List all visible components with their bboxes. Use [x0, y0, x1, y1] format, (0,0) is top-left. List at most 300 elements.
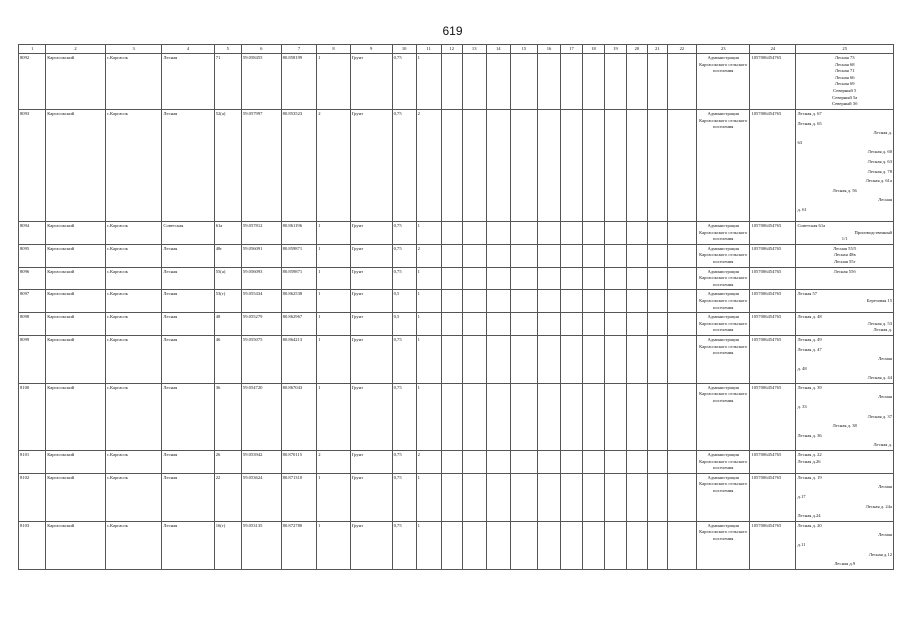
- cell-empty: [626, 335, 647, 383]
- cell-lat: 59.053624: [241, 473, 281, 521]
- cell-empty: [510, 383, 537, 450]
- cell-bins: 1: [416, 335, 441, 383]
- column-number-cell: 8: [317, 45, 350, 54]
- cell-empty: [604, 313, 626, 336]
- cell-served-addresses: [796, 473, 894, 521]
- cell-area: 0,75: [392, 383, 416, 450]
- address-line: Лесная д. 39: [797, 384, 822, 390]
- cell-empty: [462, 54, 486, 110]
- cell-empty: [561, 267, 583, 290]
- cell-empty: [486, 473, 510, 521]
- cell-served-addresses: [796, 54, 894, 110]
- cell-district: Каргасокский: [46, 267, 106, 290]
- cell-empty: [441, 267, 462, 290]
- cell-empty: [538, 313, 561, 336]
- cell-empty: [441, 54, 462, 110]
- cell-empty: [667, 335, 696, 383]
- cell-num: 46: [214, 335, 241, 383]
- cell-district: Каргасокский: [46, 222, 106, 245]
- cell-surface: Грунт: [350, 290, 392, 313]
- cell-lat: 59.054720: [241, 383, 281, 450]
- cell-count: 1: [317, 313, 350, 336]
- column-number-cell: 20: [626, 45, 647, 54]
- cell-area: 0,75: [392, 451, 416, 474]
- cell-surface: Грунт: [350, 473, 392, 521]
- cell-district: Каргасокский: [46, 383, 106, 450]
- column-number-cell: 9: [350, 45, 392, 54]
- cell-inn: 1057006454765: [750, 521, 796, 569]
- cell-empty: [510, 290, 537, 313]
- cell-empty: [647, 222, 667, 245]
- column-number-cell: 4: [162, 45, 214, 54]
- column-number-cell: 5: [214, 45, 241, 54]
- cell-served-addresses: [796, 290, 894, 313]
- cell-served-addresses: [796, 110, 894, 222]
- cell-count: 1: [317, 54, 350, 110]
- cell-empty: [604, 290, 626, 313]
- cell-count: 1: [317, 290, 350, 313]
- column-number-cell: 6: [241, 45, 281, 54]
- cell-empty: [510, 335, 537, 383]
- cell-inn: 1057006454765: [750, 267, 796, 290]
- cell-empty: [538, 244, 561, 267]
- cell-organization: Администрация Каргасокского сельского поселения: [697, 110, 750, 222]
- column-number-cell: 7: [281, 45, 317, 54]
- cell-bins: 1: [416, 290, 441, 313]
- address-line: Лесная д. 36: [797, 432, 822, 438]
- column-number-cell: 14: [486, 45, 510, 54]
- cell-empty: [462, 313, 486, 336]
- cell-empty: [647, 473, 667, 521]
- cell-empty: [626, 521, 647, 569]
- address-line: Лесная д. 61а: [865, 178, 892, 184]
- cell-organization: Администрация Каргасокского сельского поселения: [697, 313, 750, 336]
- cell-bins: 1: [416, 267, 441, 290]
- cell-id: 8092: [19, 54, 46, 110]
- cell-empty: [583, 54, 605, 110]
- column-number-cell: 15: [510, 45, 537, 54]
- cell-settlement: с.Каргасок: [105, 267, 162, 290]
- cell-empty: [441, 290, 462, 313]
- address-line: Лесная д. 56: [832, 187, 857, 193]
- cell-street: Лесная: [162, 383, 214, 450]
- cell-lon: 80.867043: [281, 383, 317, 450]
- cell-empty: [604, 110, 626, 222]
- cell-lon: 80.871310: [281, 473, 317, 521]
- cell-organization: Администрация Каргасокского сельского поселения: [697, 521, 750, 569]
- address-line: Лесная 55б: [833, 268, 856, 274]
- cell-surface: Грунт: [350, 110, 392, 222]
- cell-id: 8095: [19, 244, 46, 267]
- cell-empty: [538, 110, 561, 222]
- cell-empty: [667, 290, 696, 313]
- cell-settlement: с.Каргасок: [105, 521, 162, 569]
- cell-empty: [510, 110, 537, 222]
- address-line: Лесная д. 67: [797, 111, 822, 116]
- cell-count: 1: [317, 521, 350, 569]
- column-number-cell: 17: [561, 45, 583, 54]
- cell-empty: [667, 222, 696, 245]
- cell-bins: 2: [416, 244, 441, 267]
- cell-empty: [510, 267, 537, 290]
- address-line: д.11: [797, 541, 806, 547]
- cell-served-addresses: [796, 383, 894, 450]
- address-line: Лесная д. 65: [797, 120, 822, 126]
- column-number-cell: 24: [750, 45, 796, 54]
- address-line: Лесная д.: [873, 130, 892, 136]
- cell-empty: [441, 383, 462, 450]
- cell-empty: [486, 110, 510, 222]
- cell-empty: [561, 290, 583, 313]
- cell-lat: 59.055075: [241, 335, 281, 383]
- cell-area: 0,75: [392, 222, 416, 245]
- address-line: 63: [797, 139, 803, 145]
- cell-surface: Грунт: [350, 383, 392, 450]
- cell-count: 2: [317, 110, 350, 222]
- cell-empty: [561, 451, 583, 474]
- cell-empty: [604, 54, 626, 110]
- address-line: Лесная: [878, 394, 892, 400]
- cell-district: Каргасокский: [46, 110, 106, 222]
- cell-area: 0,75: [392, 244, 416, 267]
- cell-id: 8094: [19, 222, 46, 245]
- cell-empty: [667, 54, 696, 110]
- cell-empty: [626, 383, 647, 450]
- cell-empty: [538, 222, 561, 245]
- address-line: Лесная: [878, 484, 892, 490]
- cell-empty: [486, 521, 510, 569]
- cell-settlement: с.Каргасок: [105, 54, 162, 110]
- cell-inn: 1057006454765: [750, 54, 796, 110]
- cell-surface: Грунт: [350, 451, 392, 474]
- cell-empty: [441, 110, 462, 222]
- cell-served-addresses: [796, 313, 894, 336]
- cell-empty: [647, 335, 667, 383]
- address-line: Лесная 55г: [833, 258, 856, 264]
- cell-empty: [583, 222, 605, 245]
- cell-settlement: с.Каргасок: [105, 451, 162, 474]
- cell-empty: [462, 244, 486, 267]
- address-line: Лесная д. 37: [867, 413, 892, 419]
- cell-empty: [583, 313, 605, 336]
- cell-served-addresses: [796, 335, 894, 383]
- address-line: д. 33: [797, 404, 807, 410]
- address-line: Лесная д. 24а: [865, 503, 892, 509]
- cell-inn: 1057006454765: [750, 335, 796, 383]
- cell-lat: 59.055279: [241, 313, 281, 336]
- address-line: Лесная д.9: [834, 561, 856, 567]
- address-line: Лесная 73: [834, 55, 855, 60]
- cell-settlement: с.Каргасок: [105, 473, 162, 521]
- table-row: [19, 54, 894, 110]
- cell-lat: 59.053135: [241, 521, 281, 569]
- cell-inn: 1057006454765: [750, 290, 796, 313]
- registry-body: [19, 45, 894, 570]
- cell-empty: [561, 54, 583, 110]
- cell-empty: [604, 383, 626, 450]
- cell-count: 1: [317, 335, 350, 383]
- cell-organization: Администрация Каргасокского сельского поселения: [697, 54, 750, 110]
- address-line: Лесная д.: [873, 327, 892, 333]
- cell-street: Лесная: [162, 521, 214, 569]
- cell-id: 8099: [19, 335, 46, 383]
- cell-settlement: с.Каргасок: [105, 222, 162, 245]
- cell-empty: [441, 222, 462, 245]
- cell-empty: [604, 244, 626, 267]
- cell-empty: [486, 335, 510, 383]
- address-line: Лесная д.26: [797, 458, 821, 464]
- address-line: Лесная д. 63: [867, 158, 892, 164]
- cell-empty: [667, 244, 696, 267]
- table-row: [19, 383, 894, 450]
- cell-empty: [486, 222, 510, 245]
- address-line: Лесная д. 38: [832, 423, 857, 429]
- cell-id: 8100: [19, 383, 46, 450]
- cell-organization: Администрация Каргасокского сельского поселения: [697, 473, 750, 521]
- cell-served-addresses: [796, 222, 894, 245]
- cell-empty: [626, 290, 647, 313]
- cell-lon: 80.870115: [281, 451, 317, 474]
- address-line: Лесная 68: [834, 61, 855, 67]
- cell-empty: [583, 244, 605, 267]
- table-row: [19, 335, 894, 383]
- address-line: 1/1: [841, 236, 848, 242]
- column-number-cell: 12: [441, 45, 462, 54]
- address-line: Лесная: [878, 356, 892, 362]
- cell-district: Каргасокский: [46, 313, 106, 336]
- address-line: Лесная д. 47: [797, 346, 822, 352]
- cell-empty: [583, 383, 605, 450]
- cell-empty: [647, 244, 667, 267]
- cell-settlement: с.Каргасок: [105, 290, 162, 313]
- cell-empty: [583, 521, 605, 569]
- address-line: Северный 3б: [832, 101, 858, 107]
- column-number-cell: 22: [667, 45, 696, 54]
- cell-empty: [583, 267, 605, 290]
- cell-bins: 1: [416, 54, 441, 110]
- address-line: Лесная: [878, 197, 892, 203]
- cell-empty: [626, 244, 647, 267]
- cell-served-addresses: [796, 521, 894, 569]
- cell-num: 71: [214, 54, 241, 110]
- cell-area: 0,75: [392, 110, 416, 222]
- column-number-cell: 23: [697, 45, 750, 54]
- cell-empty: [583, 473, 605, 521]
- column-number-cell: 21: [647, 45, 667, 54]
- cell-inn: 1057006454765: [750, 222, 796, 245]
- cell-empty: [462, 521, 486, 569]
- column-number-cell: 3: [105, 45, 162, 54]
- cell-id: 8098: [19, 313, 46, 336]
- address-line: Северный 5а: [832, 94, 858, 100]
- address-line: Лесная 48в: [833, 252, 856, 258]
- cell-street: Лесная: [162, 451, 214, 474]
- cell-district: Каргасокский: [46, 451, 106, 474]
- cell-settlement: с.Каргасок: [105, 383, 162, 450]
- column-number-cell: 10: [392, 45, 416, 54]
- cell-street: Лесная: [162, 335, 214, 383]
- cell-settlement: с.Каргасок: [105, 244, 162, 267]
- cell-bins: 1: [416, 521, 441, 569]
- cell-count: 1: [317, 473, 350, 521]
- cell-empty: [486, 244, 510, 267]
- address-line: д. 48: [797, 365, 807, 371]
- table-row: [19, 267, 894, 290]
- cell-empty: [510, 222, 537, 245]
- cell-surface: Грунт: [350, 335, 392, 383]
- cell-district: Каргасокский: [46, 244, 106, 267]
- cell-empty: [486, 290, 510, 313]
- cell-id: 8093: [19, 110, 46, 222]
- cell-area: 0,5: [392, 290, 416, 313]
- address-line: Лесная д. 60: [867, 149, 892, 155]
- cell-bins: 1: [416, 313, 441, 336]
- cell-empty: [462, 335, 486, 383]
- cell-street: Советская: [162, 222, 214, 245]
- cell-organization: Администрация Каргасокского сельского поселения: [697, 451, 750, 474]
- cell-empty: [538, 335, 561, 383]
- cell-empty: [510, 451, 537, 474]
- cell-inn: 1057006454765: [750, 451, 796, 474]
- cell-empty: [561, 383, 583, 450]
- column-number-cell: 1: [19, 45, 46, 54]
- cell-empty: [538, 473, 561, 521]
- cell-served-addresses: [796, 451, 894, 474]
- table-row: [19, 244, 894, 267]
- cell-empty: [667, 383, 696, 450]
- cell-empty: [667, 267, 696, 290]
- cell-empty: [604, 451, 626, 474]
- table-row: [19, 451, 894, 474]
- address-line: Северный 5: [833, 87, 857, 93]
- cell-empty: [486, 383, 510, 450]
- address-line: Лесная: [878, 532, 892, 538]
- cell-lat: 59.057997: [241, 110, 281, 222]
- cell-empty: [626, 313, 647, 336]
- cell-surface: Грунт: [350, 313, 392, 336]
- address-line: Лесная 71: [834, 68, 855, 74]
- column-number-row: [19, 45, 894, 54]
- cell-num: 48г: [214, 244, 241, 267]
- cell-surface: Грунт: [350, 54, 392, 110]
- cell-street: Лесная: [162, 267, 214, 290]
- cell-lon: 80.858199: [281, 54, 317, 110]
- cell-district: Каргасокский: [46, 290, 106, 313]
- address-line: Лесная д. 49: [797, 336, 822, 342]
- cell-count: 1: [317, 267, 350, 290]
- table-row: [19, 290, 894, 313]
- cell-num: 61а: [214, 222, 241, 245]
- cell-empty: [462, 473, 486, 521]
- cell-lat: 59.056091: [241, 244, 281, 267]
- cell-lon: 80.859871: [281, 267, 317, 290]
- cell-organization: Администрация Каргасокского сельского поселения: [697, 222, 750, 245]
- cell-settlement: с.Каргасок: [105, 335, 162, 383]
- cell-organization: Администрация Каргасокского сельского поселения: [697, 244, 750, 267]
- cell-surface: Грунт: [350, 244, 392, 267]
- cell-area: 0,75: [392, 473, 416, 521]
- cell-empty: [667, 473, 696, 521]
- cell-street: Лесная: [162, 54, 214, 110]
- cell-area: 0,75: [392, 521, 416, 569]
- cell-empty: [441, 244, 462, 267]
- cell-empty: [510, 244, 537, 267]
- cell-surface: Грунт: [350, 222, 392, 245]
- cell-lon: 80.862538: [281, 290, 317, 313]
- cell-empty: [441, 521, 462, 569]
- cell-empty: [538, 451, 561, 474]
- cell-empty: [647, 451, 667, 474]
- column-number-cell: 16: [538, 45, 561, 54]
- cell-empty: [561, 335, 583, 383]
- cell-lat: 59.057812: [241, 222, 281, 245]
- cell-surface: Грунт: [350, 267, 392, 290]
- cell-id: 8102: [19, 473, 46, 521]
- cell-empty: [583, 451, 605, 474]
- cell-empty: [441, 451, 462, 474]
- cell-empty: [583, 290, 605, 313]
- cell-area: 0,5: [392, 313, 416, 336]
- cell-num: 53(г): [214, 290, 241, 313]
- cell-empty: [561, 244, 583, 267]
- cell-settlement: с.Каргасок: [105, 110, 162, 222]
- cell-empty: [626, 473, 647, 521]
- address-line: Лесная д. 20: [797, 522, 822, 528]
- cell-empty: [647, 290, 667, 313]
- address-line: Лесная д. 44: [867, 375, 892, 381]
- cell-empty: [561, 222, 583, 245]
- cell-empty: [626, 451, 647, 474]
- cell-empty: [561, 110, 583, 222]
- cell-lon: 80.862967: [281, 313, 317, 336]
- cell-count: 1: [317, 244, 350, 267]
- cell-empty: [626, 267, 647, 290]
- address-line: Лесная д. 22: [797, 452, 822, 458]
- address-line: Лесная д. 19: [797, 474, 822, 480]
- cell-bins: 1: [416, 473, 441, 521]
- address-line: Лесная д.12: [868, 551, 892, 557]
- cell-num: 36: [214, 383, 241, 450]
- cell-empty: [486, 313, 510, 336]
- cell-empty: [647, 54, 667, 110]
- address-line: Березовая 15: [866, 297, 892, 303]
- cell-num: 16(г): [214, 521, 241, 569]
- cell-served-addresses: [796, 244, 894, 267]
- cell-count: 1: [317, 222, 350, 245]
- column-number-cell: 19: [604, 45, 626, 54]
- cell-empty: [647, 313, 667, 336]
- cell-inn: 1057006454765: [750, 383, 796, 450]
- address-line: Лесная д.: [873, 442, 892, 448]
- address-line: Лесная д. 53: [867, 320, 892, 326]
- cell-count: 2: [317, 451, 350, 474]
- cell-empty: [462, 267, 486, 290]
- cell-empty: [561, 521, 583, 569]
- cell-area: 0,75: [392, 54, 416, 110]
- cell-id: 8096: [19, 267, 46, 290]
- cell-settlement: с.Каргасок: [105, 313, 162, 336]
- column-number-cell: 18: [583, 45, 605, 54]
- cell-lat: 59.056093: [241, 267, 281, 290]
- registry-table: [18, 44, 894, 570]
- cell-area: 0,75: [392, 335, 416, 383]
- address-line: Лесная д.24: [797, 513, 821, 519]
- page-number: 619: [442, 24, 463, 38]
- cell-empty: [462, 383, 486, 450]
- cell-empty: [647, 383, 667, 450]
- cell-id: 8097: [19, 290, 46, 313]
- column-number-cell: 25: [796, 45, 894, 54]
